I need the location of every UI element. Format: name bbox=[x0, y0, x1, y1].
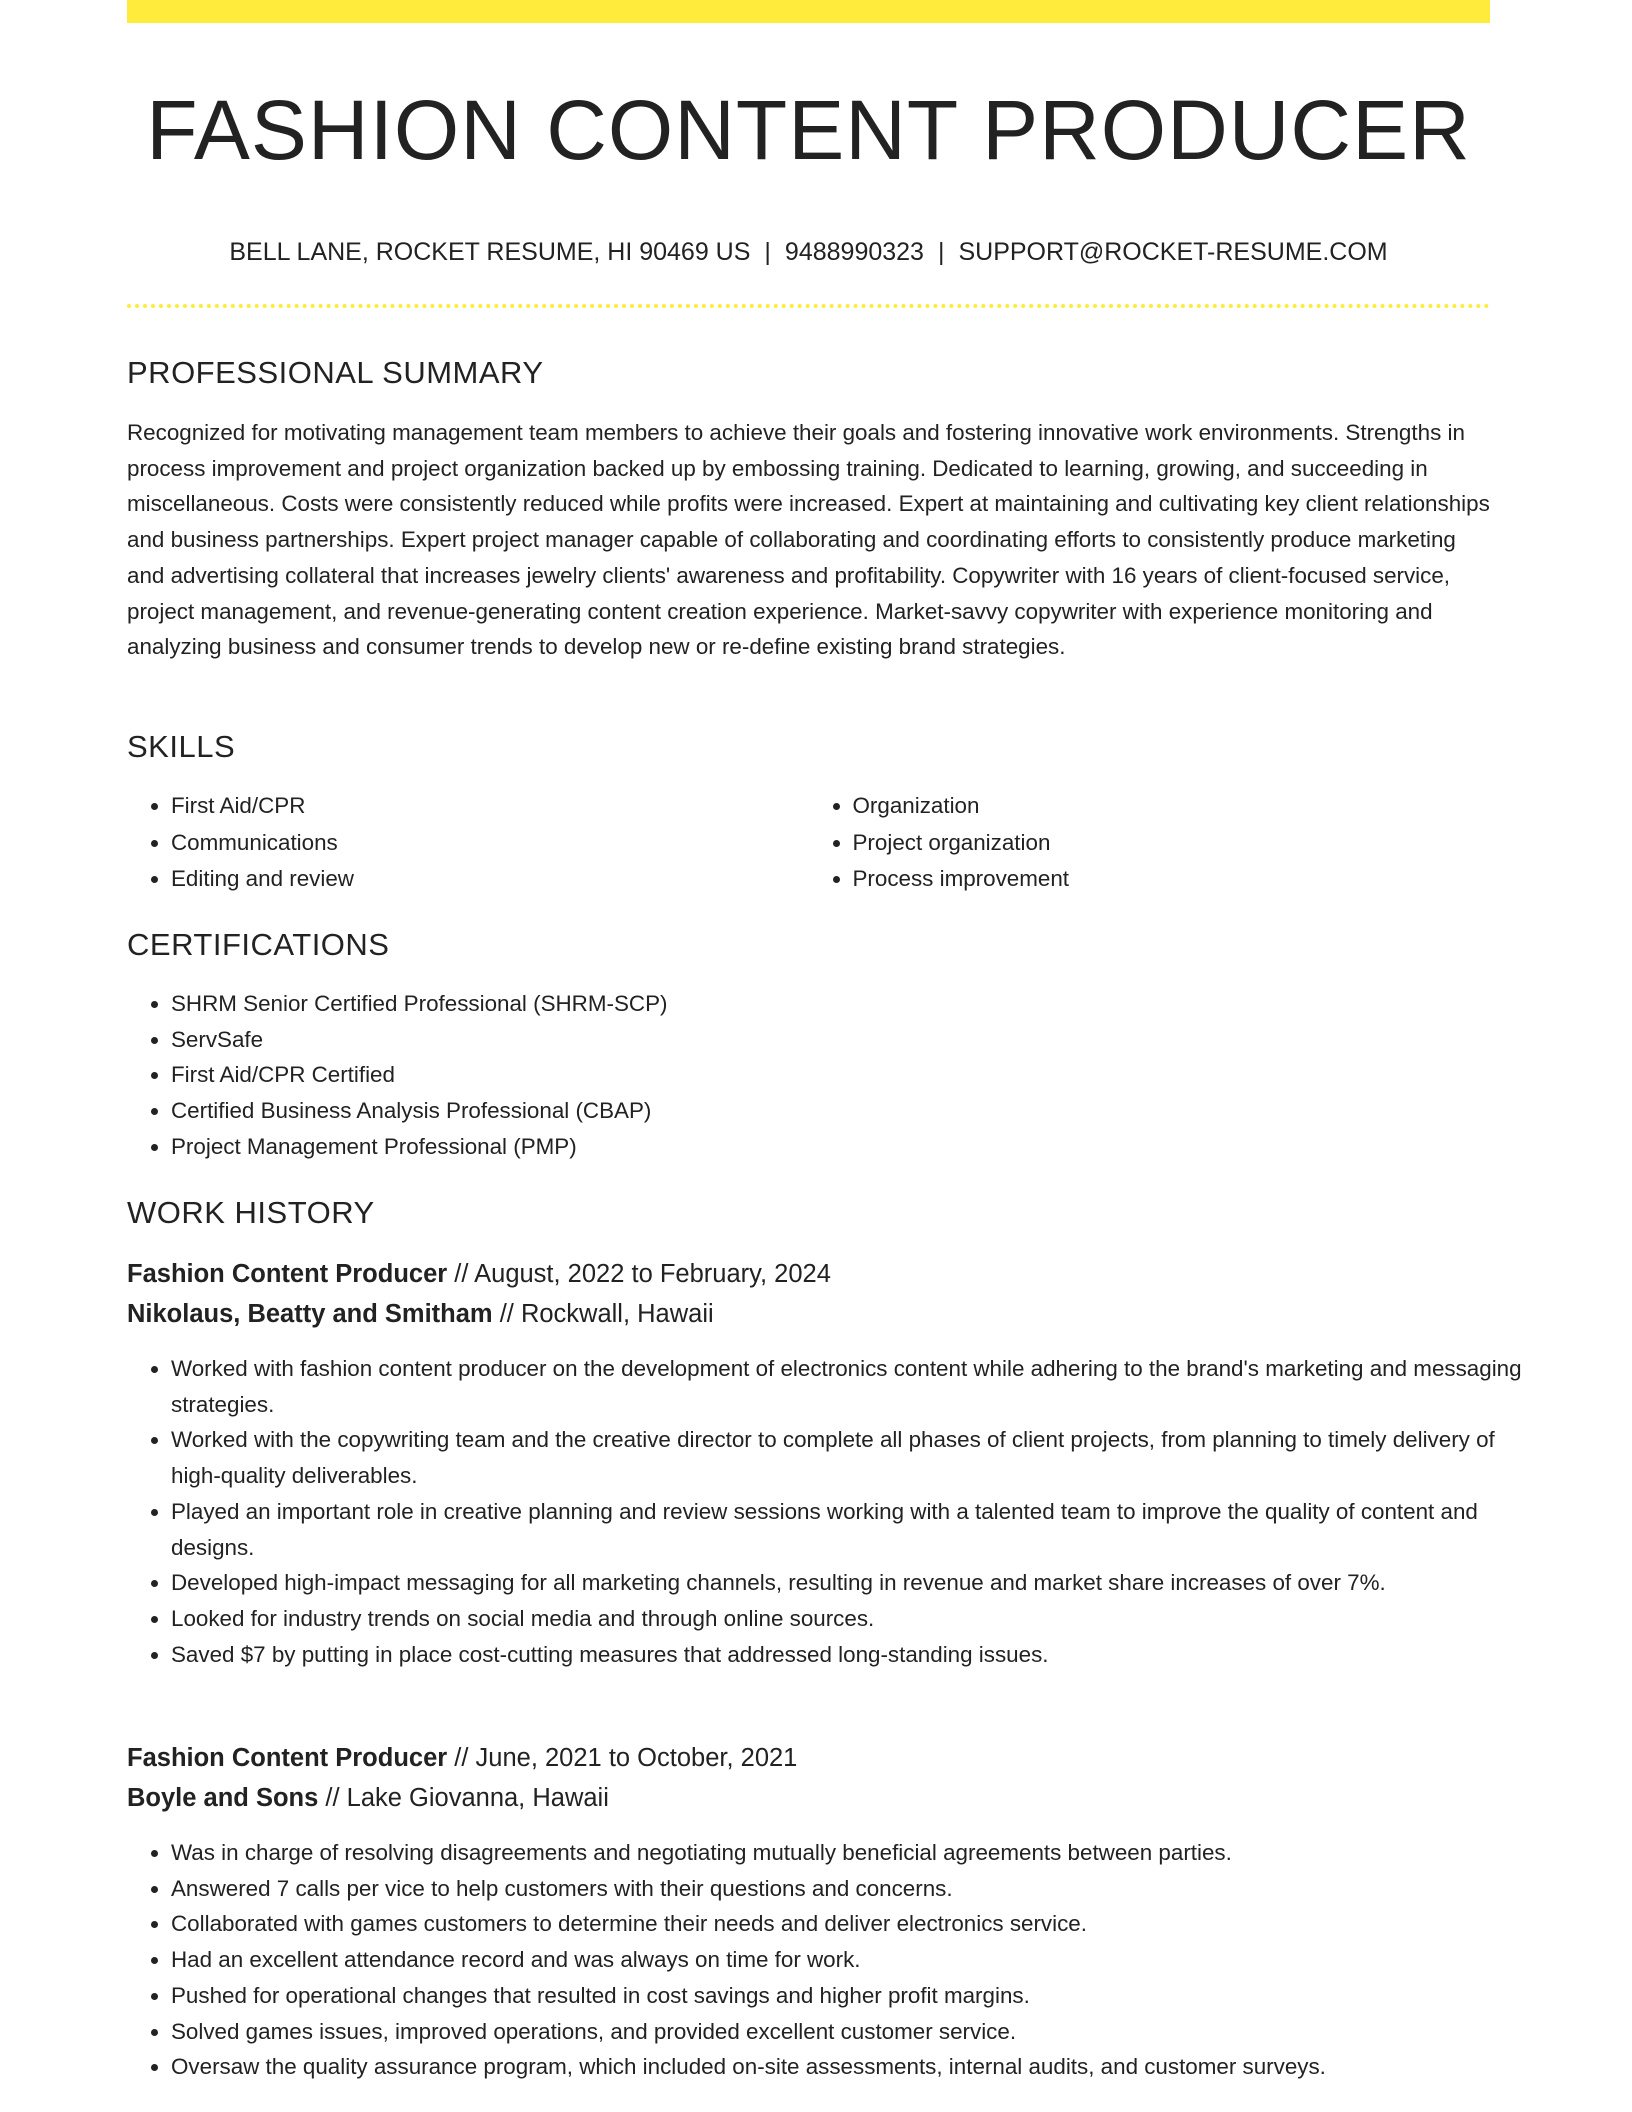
skills-column-left bbox=[127, 788, 809, 898]
certifications-heading: CERTIFICATIONS bbox=[127, 927, 390, 962]
contact-separator: | bbox=[937, 238, 945, 266]
dotted-divider bbox=[127, 304, 1490, 308]
job-role: Fashion Content Producer bbox=[127, 1744, 448, 1772]
skill-item: • Project organization bbox=[853, 825, 1491, 862]
job-bullet: • Collaborated with games customers to determine their needs and deliver electronics service. bbox=[171, 1906, 1534, 1942]
job-bullet: • Looked for industry trends on social media and through online sources. bbox=[171, 1601, 1534, 1637]
job-bullet: • Pushed for operational changes that resulted in cost savings and higher profit margins. bbox=[171, 1978, 1534, 2014]
contact-address: BELL LANE, ROCKET RESUME, HI 90469 US bbox=[229, 238, 751, 266]
job-title-line bbox=[127, 1741, 797, 1775]
job-company: Nikolaus, Beatty and Smitham bbox=[127, 1300, 493, 1328]
job-bullet: • Played an important role in creative planning and review sessions working with a talented team to improve the quality of content and designs. bbox=[171, 1494, 1534, 1565]
skills-heading: SKILLS bbox=[127, 729, 236, 764]
job-title-line bbox=[127, 1257, 831, 1291]
job-bullet: • Was in charge of resolving disagreements and negotiating mutually beneficial agreements between parties. bbox=[171, 1835, 1534, 1871]
skill-item: • Editing and review bbox=[171, 861, 809, 898]
skills-list bbox=[127, 788, 1490, 898]
job-role: Fashion Content Producer bbox=[127, 1260, 448, 1288]
job-bullet: • Saved $7 by putting in place cost-cutting measures that addressed long-standing issues. bbox=[171, 1637, 1534, 1673]
certification-item: • Project Management Professional (PMP) bbox=[171, 1129, 1534, 1165]
job-bullet: • Developed high-impact messaging for all marketing channels, resulting in revenue and market share increases of over 7%. bbox=[171, 1565, 1534, 1601]
job-bullet: • Worked with fashion content producer on the development of electronics content while adhering to the brand's marketing and messaging strategies. bbox=[171, 1351, 1534, 1422]
accent-bar bbox=[127, 0, 1490, 23]
certification-item: • First Aid/CPR Certified bbox=[171, 1057, 1534, 1093]
candidate-name: FASHION CONTENT PRODUCER bbox=[146, 83, 1471, 177]
job-company-line bbox=[127, 1781, 609, 1815]
job-bullet: • Had an excellent attendance record and was always on time for work. bbox=[171, 1942, 1534, 1978]
certification-item: • Certified Business Analysis Professional (CBAP) bbox=[171, 1093, 1534, 1129]
certifications-list bbox=[127, 986, 1534, 1165]
job-company: Boyle and Sons bbox=[127, 1784, 319, 1812]
job-bullets bbox=[127, 1351, 1534, 1672]
job-bullet: • Worked with the copywriting team and the creative director to complete all phases of client projects, from planning to timely delivery of high-quality deliverables. bbox=[171, 1422, 1534, 1493]
skill-item: • Communications bbox=[171, 825, 809, 862]
job-bullet: • Answered 7 calls per vice to help customers with their questions and concerns. bbox=[171, 1871, 1534, 1907]
job-dates: // August, 2022 to February, 2024 bbox=[454, 1260, 831, 1288]
certification-item: • SHRM Senior Certified Professional (SHRM-SCP) bbox=[171, 986, 1534, 1022]
contact-separator: | bbox=[764, 238, 771, 266]
skill-item: • Process improvement bbox=[853, 861, 1491, 898]
summary-text: Recognized for motivating management team members to achieve their goals and fostering innovative work environments. Strengths in process improvement and project organization backed up by embossing training. Dedicated to learning, growing, and succeeding in miscellaneous. Costs were consistently reduced while profits were increased. Expert at maintaining and cultivating key client relationships and business partnerships. Expert project manager capable of collaborating and coordinating efforts to consistently produce marketing and advertising collateral that increases jewelry clients' awareness and profitability. Copywriter with 16 years of client-focused service, project management, and revenue-generating content creation experience. Market-savvy copywriter with experience monitoring and analyzing business and consumer trends to develop new or re-define existing brand strategies. bbox=[127, 420, 1490, 660]
contact-phone: 9488990323 bbox=[784, 238, 924, 266]
skill-item: • First Aid/CPR bbox=[171, 788, 809, 825]
job-location: // Rockwall, Hawaii bbox=[499, 1300, 714, 1328]
summary-heading: PROFESSIONAL SUMMARY bbox=[127, 355, 544, 390]
job-bullet: • Solved games issues, improved operations, and provided excellent customer service. bbox=[171, 2014, 1534, 2050]
job-location: // Lake Giovanna, Hawaii bbox=[325, 1784, 609, 1812]
job-company-line bbox=[127, 1297, 714, 1331]
contact-email: SUPPORT@ROCKET-RESUME.COM bbox=[958, 238, 1388, 266]
job-bullet: • Oversaw the quality assurance program, which included on-site assessments, internal audits, and customer surveys. bbox=[171, 2049, 1534, 2085]
contact-line bbox=[127, 236, 1490, 268]
work-history-heading: WORK HISTORY bbox=[127, 1195, 375, 1230]
job-bullets bbox=[127, 1835, 1534, 2085]
skills-column-right bbox=[809, 788, 1491, 898]
certification-item: • ServSafe bbox=[171, 1022, 1534, 1058]
skill-item: • Organization bbox=[853, 788, 1491, 825]
job-dates: // June, 2021 to October, 2021 bbox=[454, 1744, 798, 1772]
